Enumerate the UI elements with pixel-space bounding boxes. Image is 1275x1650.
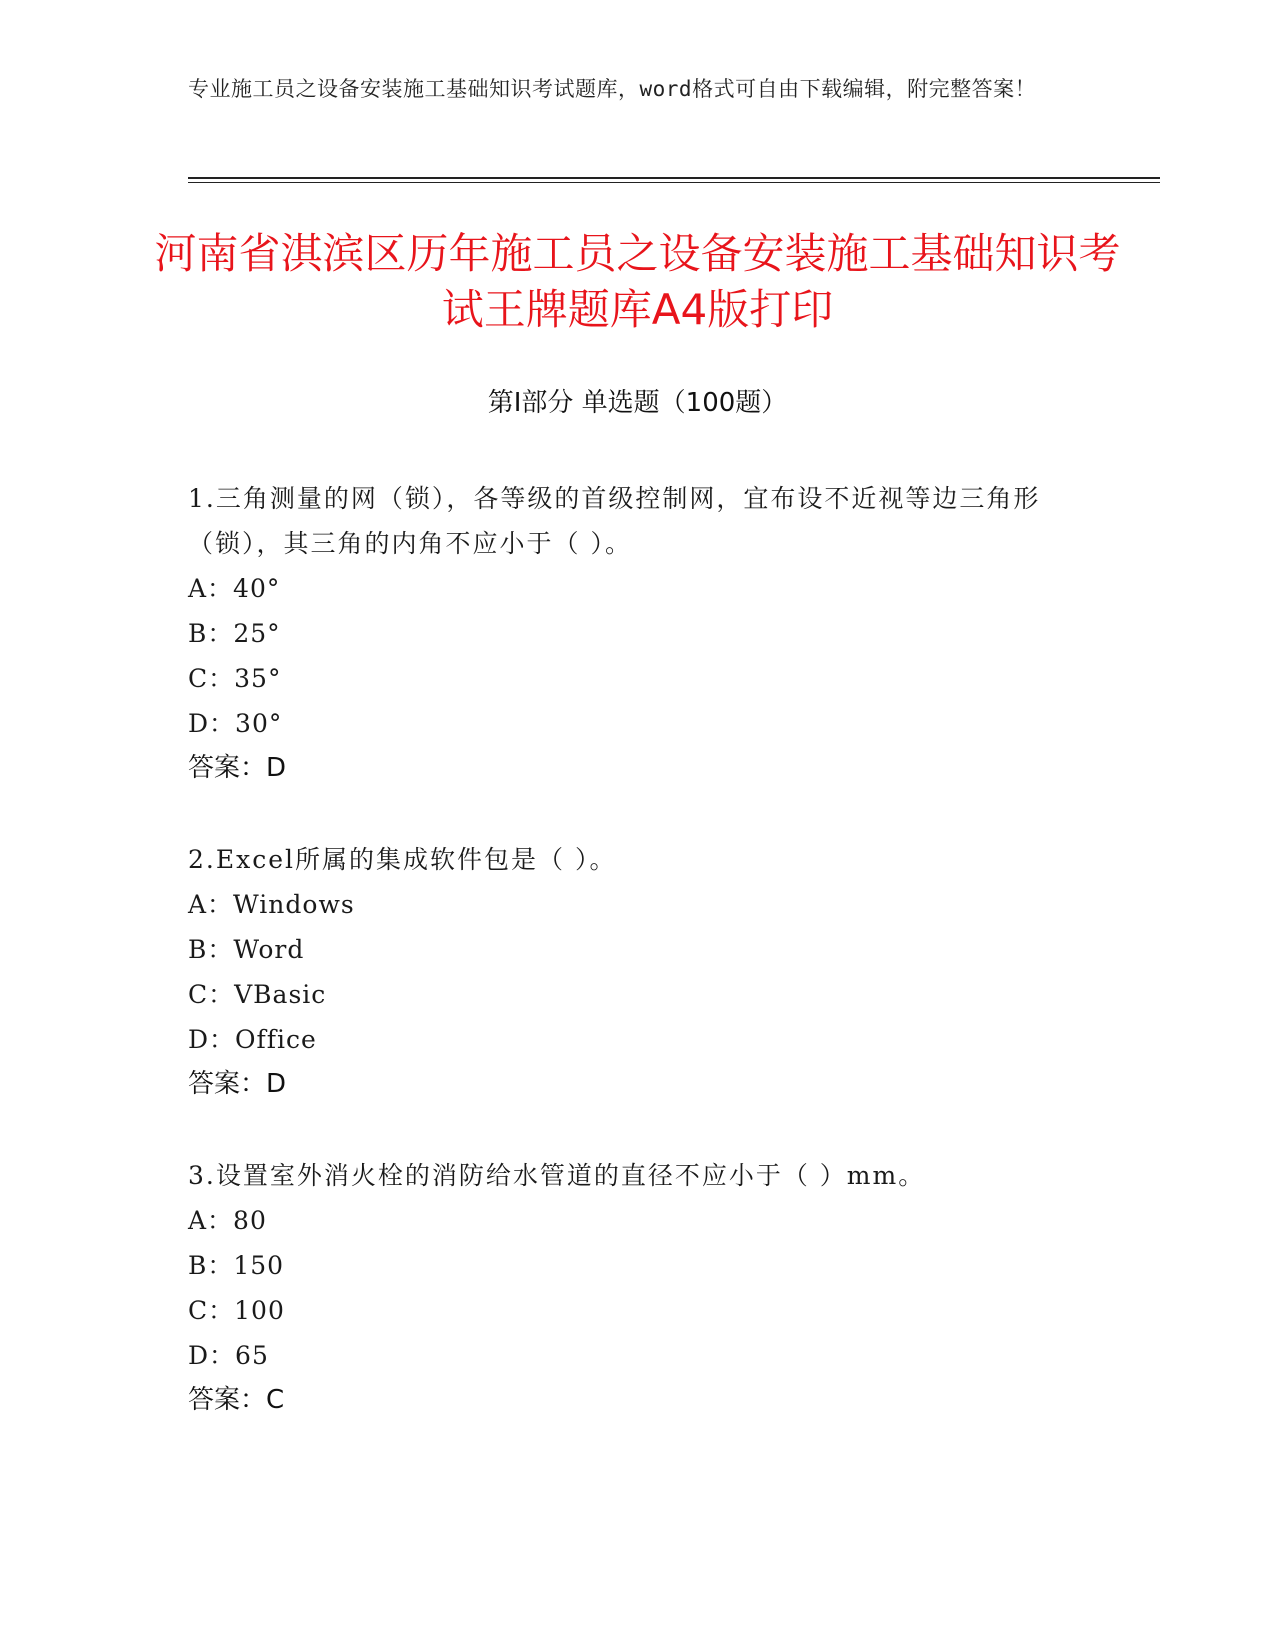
question-stem: 2.Excel所属的集成软件包是（ ）。 bbox=[188, 845, 617, 874]
header-note: 专业施工员之设备安装施工基础知识考试题库，word格式可自由下载编辑，附完整答案！ bbox=[188, 77, 1037, 101]
document-title: 河南省淇滨区历年施工员之设备安装施工基础知识考试王牌题库A4版打印 bbox=[154, 229, 1121, 334]
option-c: C：100 bbox=[188, 1296, 285, 1325]
option-d: D：65 bbox=[188, 1341, 269, 1370]
option-a: A：40° bbox=[188, 574, 281, 603]
question-stem: 1.三角测量的网（锁），各等级的首级控制网，宜布设不近视等边三角形（锁），其三角的内角不应小于（ ）。 bbox=[188, 484, 1041, 558]
answer: 答案：C bbox=[188, 1385, 285, 1415]
question-list bbox=[188, 476, 1088, 1469]
question-stem: 3.设置室外消火栓的消防给水管道的直径不应小于（ ）mm。 bbox=[188, 1161, 926, 1190]
option-b: B：Word bbox=[188, 935, 305, 964]
option-b: B：150 bbox=[188, 1251, 285, 1280]
answer: 答案：D bbox=[188, 753, 287, 783]
option-a: A：Windows bbox=[188, 890, 355, 919]
option-d: D：30° bbox=[188, 709, 283, 738]
option-b: B：25° bbox=[188, 619, 281, 648]
section-title: 第Ⅰ部分 单选题（100题） bbox=[487, 388, 788, 418]
answer: 答案：D bbox=[188, 1069, 287, 1099]
header-divider-thin bbox=[188, 182, 1160, 183]
option-c: C：VBasic bbox=[188, 980, 327, 1009]
option-a: A：80 bbox=[188, 1206, 267, 1235]
question-3 bbox=[188, 1153, 1088, 1423]
option-d: D：Office bbox=[188, 1025, 317, 1054]
question-2 bbox=[188, 837, 1088, 1107]
header-divider-thick bbox=[188, 177, 1160, 179]
question-1 bbox=[188, 476, 1088, 791]
option-c: C：35° bbox=[188, 664, 282, 693]
